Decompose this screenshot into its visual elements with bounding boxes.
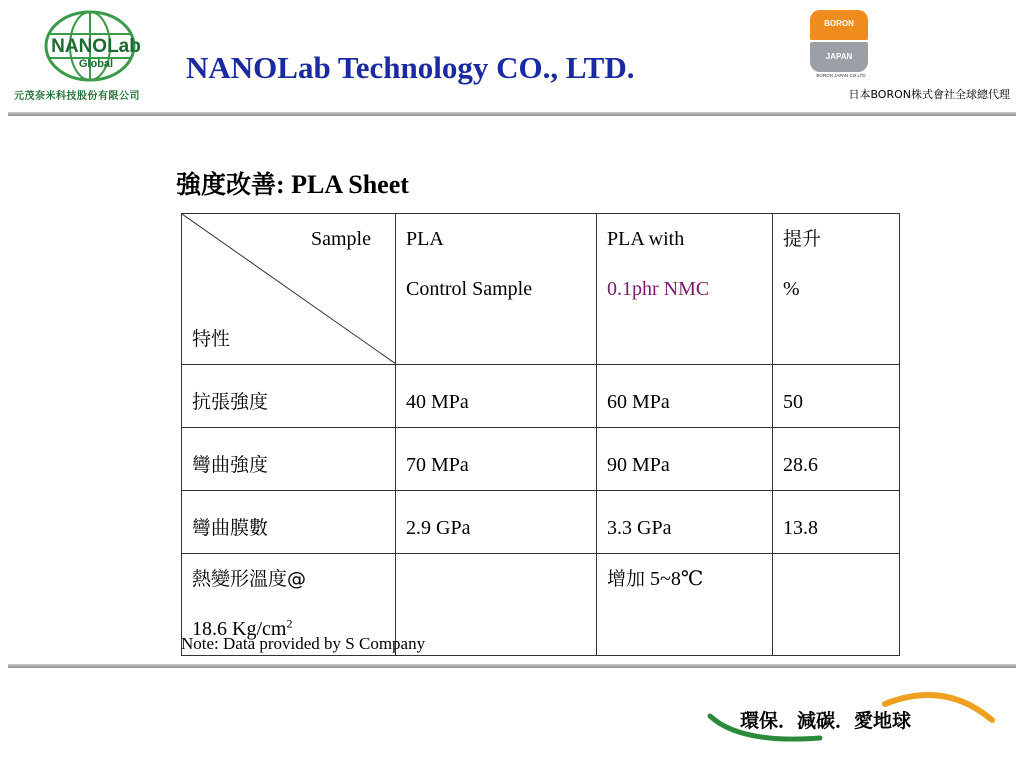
property-comparison-table [181,213,900,656]
header-divider [8,112,1016,116]
logo-subtitle: Global [78,58,114,70]
boron-japan-badge [810,10,870,82]
improvement-cell: 50 [773,365,900,428]
nmc-value-cell: 3.3 GPa [597,491,773,554]
footer-divider [8,664,1016,668]
nmc-value-cell: 90 MPa [597,428,773,491]
header-improvement-line2: % [783,278,800,300]
property-axis-label: 特性 [192,328,231,350]
table-row [182,428,900,491]
company-name: NANOLab Technology CO., LTD. [186,50,635,85]
hdt-condition-exponent: 2 [286,616,293,631]
slide-title-english: : PLA Sheet [276,170,409,199]
header-control-line2: Control Sample [406,278,533,300]
logo-name: NANOLab [51,36,141,57]
header-nmc-line2: 0.1phr NMC [607,278,710,300]
hdt-increase-label: 增加 [607,568,646,590]
logo-chinese-name: 元茂奈米科技股份有限公司 [14,91,140,102]
hdt-property-label: 熱變形溫度@ [192,568,307,590]
header-nmc-sample [597,214,773,365]
control-value-cell: 70 MPa [396,428,597,491]
header-improvement [773,214,900,365]
nmc-value-cell [597,554,773,656]
property-cell: 抗張強度 [182,365,396,428]
nanolab-logo [8,8,178,103]
agent-statement: 日本BORON株式會社全球總代理 [848,88,1010,101]
sample-axis-label: Sample [311,228,371,250]
boron-badge-top-text: BORON [824,19,854,28]
slide-title-chinese: 強度改善 [176,170,277,199]
control-value-cell: 40 MPa [396,365,597,428]
boron-badge-bottom-text: JAPAN [825,52,853,61]
boron-badge-caption: BORON JAPAN CO.LTD [816,73,866,78]
hdt-condition-value: 18.6 Kg/cm [192,618,287,640]
control-value-cell: 2.9 GPa [396,491,597,554]
improvement-cell [773,554,900,656]
improvement-cell: 28.6 [773,428,900,491]
table-row [182,365,900,428]
hdt-increase-range: 5~8℃ [645,568,704,590]
table-row [182,491,900,554]
hdt-nmc-value [607,566,762,592]
nmc-value-cell: 60 MPa [597,365,773,428]
header-control-line1: PLA [406,228,444,250]
table-header-row [182,214,900,365]
property-cell: 彎曲強度 [182,428,396,491]
slide-title [176,165,409,201]
footer-slogan: 環保．減碳．愛地球 [740,710,912,732]
data-source-note: Note: Data provided by S Company [181,634,426,653]
header-nmc-line1: PLA with [607,228,685,250]
improvement-cell: 13.8 [773,491,900,554]
header-improvement-line1: 提升 [783,228,822,250]
property-cell: 彎曲膜數 [182,491,396,554]
header-control-sample [396,214,597,365]
corner-header-cell [182,214,396,365]
control-value-cell [396,554,597,656]
